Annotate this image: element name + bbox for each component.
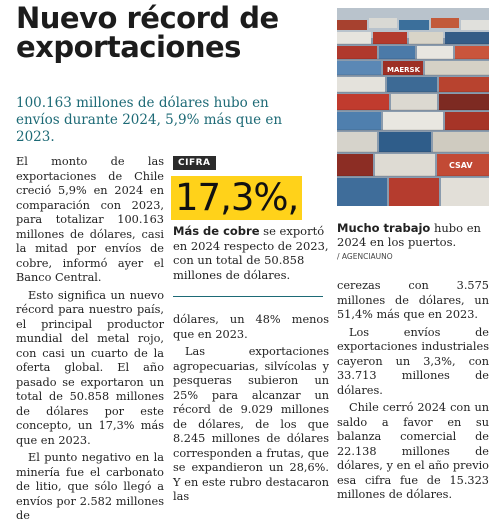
caption-text: hubo en 2024 en los puertos.: [337, 221, 481, 249]
paragraph: Los envíos de exportaciones industriales cayeron un 3,3%, con 33.713 millones de dólares.: [337, 325, 489, 397]
cifra-lead: Más de cobre: [173, 224, 260, 238]
deck-subtitle: 100.163 millones de dólares hubo en envíos durante 2024, 5,9% más que en 2023.: [16, 95, 283, 145]
paragraph: dólares, un 48% menos que en 2023.: [173, 313, 329, 341]
article-column-2: [173, 313, 329, 505]
article-column-3: [337, 279, 489, 503]
paragraph: El punto negativo en la minería fue el carbonato de litio, que sólo llegó a envíos por 2.582 millones de: [16, 451, 164, 522]
divider: [173, 296, 323, 297]
caption-lead: Mucho trabajo: [337, 221, 431, 235]
paragraph: Esto significa un nuevo récord para nuestro país, el principal productor mundial del metal rojo, con casi un cuarto de la oferta global. El año pasado se exportaron un total de 50.858 millones de dólares por este concepto, un 17,3% más que en 2023.: [16, 288, 164, 447]
containers-illustration: [337, 8, 489, 206]
cifra-number: 17,3%,: [171, 176, 302, 220]
cifra-tag: CIFRA: [173, 156, 216, 170]
paragraph: Chile cerró 2024 con un saldo a favor en su balanza comercial de 22.138 millones de dólares, y en el año previo esa cifra fue de 15.323 millones de dólares.: [337, 401, 489, 501]
csav-label: CSAV: [449, 161, 473, 170]
port-containers-photo: [337, 8, 489, 206]
photo-credit: / AGENCIAUNO: [337, 252, 393, 261]
article-column-1: [16, 155, 164, 524]
paragraph: cerezas con 3.575 millones de dólares, un 51,4% más que en 2023.: [337, 279, 489, 321]
headline: Nuevo récord de exportaciones: [16, 1, 279, 64]
maersk-label: MAERSK: [387, 66, 421, 74]
paragraph: El monto de las exportaciones de Chile creció 5,9% en 2024 en comparación con 2023, para totalizar 100.163 millones de dólares, casi la mitad por envíos de cobre, informó ayer el Banco Central.: [16, 155, 164, 284]
photo-caption: [337, 221, 493, 249]
cifra-description: [173, 224, 335, 282]
cifra-text: se exportó en 2024 respecto de 2023, con un total de 50.858 millones de dólares.: [173, 224, 329, 282]
paragraph: Las exportaciones agropecuarias, silvícolas y pesqueras subieron un 25% para alcanzar un récord de 9.029 millones de dólares, de los que 8.245 millones de dólares corresponden a frutas, que se expandieron un 28,6%. Y en este rubro destacaron las: [173, 345, 329, 503]
